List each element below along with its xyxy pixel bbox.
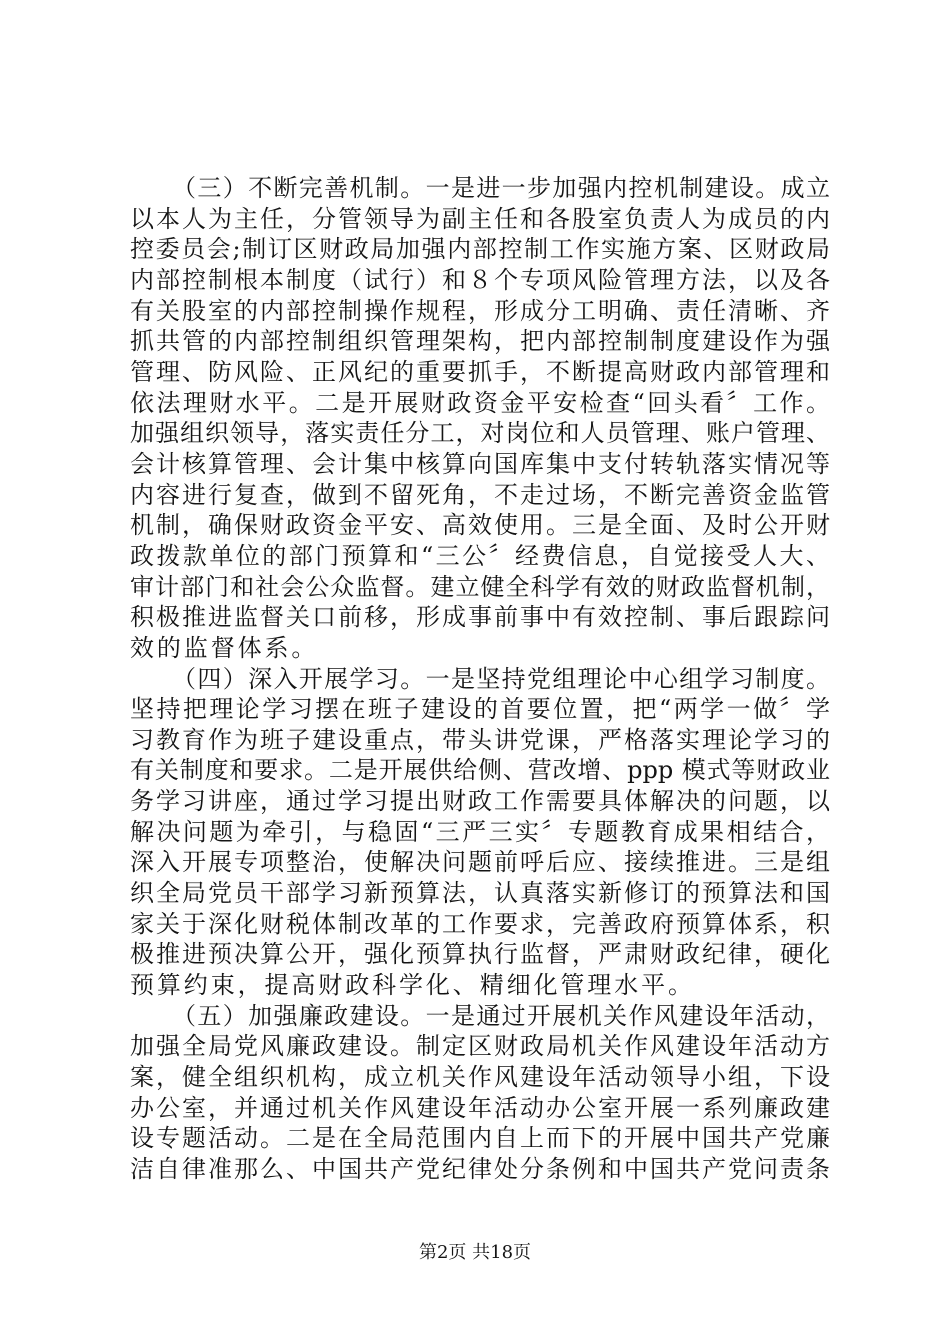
text-line: 预算约束，提高财政科学化、精细化管理水平。	[130, 971, 695, 1000]
text-line: 织全局党员干部学习新预算法，认真落实新修订的预算法和国	[130, 879, 830, 908]
text-line: 效的监督体系。	[130, 633, 319, 662]
text-line: 习教育作为班子建设重点，带头讲党课，严格落实理论学习的	[130, 725, 830, 754]
text-line: 政拨款单位的部门预算和“三公〞经费信息，自觉接受人大、	[130, 541, 830, 570]
text-line: 积极推进监督关口前移，形成事前事中有效控制、事后跟踪问	[130, 603, 830, 632]
text-line: 抓共管的内部控制组织管理架构，把内部控制制度建设作为强	[130, 327, 830, 356]
text-line: 坚持把理论学习摆在班子建设的首要位置，把“两学一做〞学	[130, 695, 830, 724]
text-line: 深入开展专项整治，使解决问题前呼后应、接续推进。三是组	[130, 848, 830, 877]
text-line: 依法理财水平。二是开展财政资金平安检查“回头看〞工作。	[130, 388, 830, 417]
paragraph-integrity	[130, 1001, 830, 1185]
text-line: 会计核算管理、会计集中核算向国库集中支付转轨落实情况等	[130, 449, 830, 478]
text-line: 机制，确保财政资金平安、高效使用。三是全面、及时公开财	[130, 511, 830, 540]
text-line: 务学习讲座，通过学习提出财政工作需要具体解决的问题，以	[130, 787, 830, 816]
text-line: 解决问题为牵引，与稳固“三严三实〞专题教育成果相结合，	[130, 817, 830, 846]
text-line: 有关股室的内部控制操作规程，形成分工明确、责任清晰、齐	[130, 296, 830, 325]
text-line: 家关于深化财税体制改革的工作要求，完善政府预算体系，积	[130, 909, 830, 938]
text-line: 洁自律准那么、中国共产党纪律处分条例和中国共产党问责条	[130, 1155, 830, 1183]
text-line: 以本人为主任，分管领导为副主任和各股室负责人为成员的内	[130, 204, 830, 233]
paragraph-mechanism	[130, 173, 830, 664]
text-line: （四）深入开展学习。一是坚持党组理论中心组学习制度。	[172, 664, 830, 693]
text-line: （五）加强廉政建设。一是通过开展机关作风建设年活动，	[172, 1001, 830, 1030]
text-line: 案，健全组织机构，成立机关作风建设年活动领导小组，下设	[130, 1063, 830, 1092]
text-line: 审计部门和社会公众监督。建立健全科学有效的财政监督机制，	[130, 572, 830, 601]
text-line: 办公室，并通过机关作风建设年活动办公室开展一系列廉政建	[130, 1093, 830, 1122]
text-line: 管理、防风险、正风纪的重要抓手，不断提高财政内部管理和	[130, 357, 830, 386]
body-text	[130, 173, 830, 1185]
text-line: 加强组织领导，落实责任分工，对岗位和人员管理、账户管理、	[130, 419, 830, 448]
page-footer: 第2页 共18页	[418, 1242, 532, 1263]
text-line: 控委员会;制订区财政局加强内部控制工作实施方案、区财政局	[130, 235, 830, 264]
paragraph-study	[130, 664, 830, 1001]
text-line: （三）不断完善机制。一是进一步加强内控机制建设。成立	[172, 174, 830, 202]
text-line: 内容进行复查，做到不留死角，不走过场，不断完善资金监管	[130, 480, 830, 509]
text-line: 极推进预决算公开，强化预算执行监督，严肃财政纪律，硬化	[130, 940, 830, 969]
text-line: 设专题活动。二是在全局范围内自上而下的开展中国共产党廉	[130, 1124, 830, 1153]
text-line: 加强全局党风廉政建设。制定区财政局机关作风建设年活动方	[130, 1032, 830, 1061]
text-line: 有关制度和要求。二是开展供给侧、营改增、ppp 模式等财政业	[130, 756, 830, 785]
text-line: 内部控制根本制度（试行）和８个专项风险管理方法，以及各	[130, 265, 830, 294]
